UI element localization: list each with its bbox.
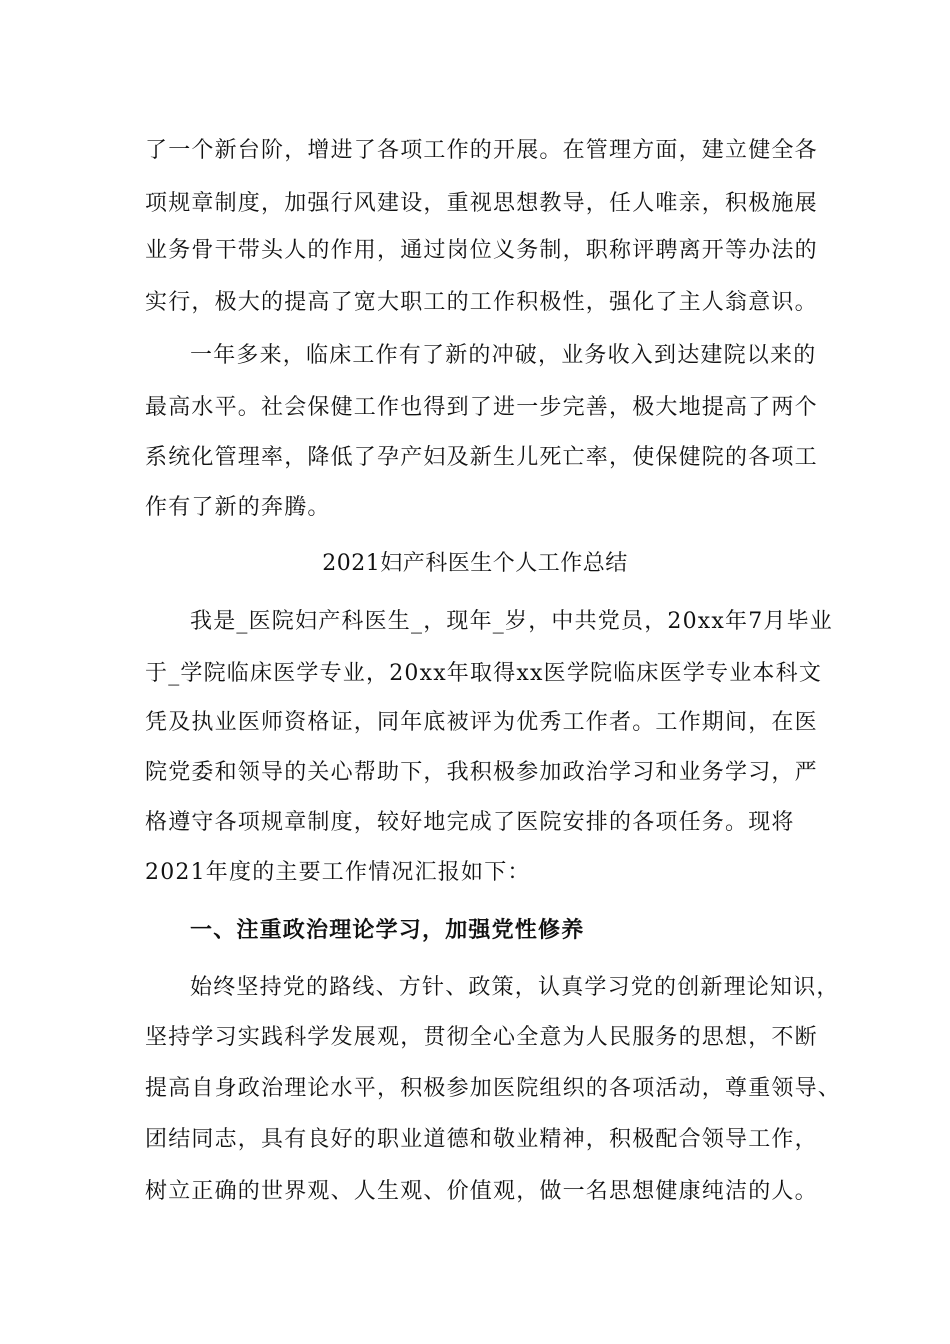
paragraph-line: 树立正确的世界观、人生观、价值观，做一名思想健康纯洁的人。 — [145, 1179, 818, 1204]
paragraph-line: 2021年度的主要工作情况汇报如下： — [145, 860, 531, 885]
paragraph-line: 始终坚持党的路线、方针、政策，认真学习党的创新理论知识， — [190, 975, 840, 1000]
paragraph-line: 了一个新台阶，增进了各项工作的开展。在管理方面，建立健全各 — [145, 138, 818, 163]
section-heading: 一、注重政治理论学习，加强党性修养 — [190, 917, 585, 943]
paragraph-line: 系统化管理率，降低了孕产妇及新生儿死亡率，使保健院的各项工 — [145, 445, 818, 470]
paragraph-line: 项规章制度，加强行风建设，重视思想教导，任人唯亲，积极施展 — [145, 191, 818, 216]
paragraph-line: 业务骨干带头人的作用，通过岗位义务制，职称评聘离开等办法的 — [145, 238, 818, 263]
paragraph-line: 院党委和领导的关心帮助下，我积极参加政治学习和业务学习，严 — [145, 760, 818, 785]
paragraph-line: 实行，极大的提高了宽大职工的工作积极性，强化了主人翁意识。 — [145, 290, 818, 315]
paragraph-line: 一年多来，临床工作有了新的冲破，业务收入到达建院以来的 — [190, 343, 817, 368]
paragraph-line: 提高自身政治理论水平，积极参加医院组织的各项活动，尊重领导、 — [145, 1076, 842, 1101]
paragraph-line: 团结同志，具有良好的职业道德和敬业精神，积极配合领导工作， — [145, 1127, 818, 1152]
paragraph-line: 凭及执业医师资格证，同年底被评为优秀工作者。工作期间，在医 — [145, 710, 818, 735]
paragraph-line: 格遵守各项规章制度，较好地完成了医院安排的各项任务。现将 — [145, 810, 795, 835]
paragraph-line: 坚持学习实践科学发展观，贯彻全心全意为人民服务的思想，不断 — [145, 1025, 818, 1050]
paragraph-line: 于_学院临床医学专业，20xx年取得xx医学院临床医学专业本科文 — [145, 661, 823, 686]
paragraph-line: 作有了新的奔腾。 — [145, 495, 331, 520]
paragraph-line: 我是_医院妇产科医生_，现年_岁，中共党员，20xx年7月毕业 — [190, 609, 834, 634]
document-title: 2021妇产科医生个人工作总结 — [322, 551, 628, 576]
paragraph-line: 最高水平。社会保健工作也得到了进一步完善，极大地提高了两个 — [145, 395, 818, 420]
